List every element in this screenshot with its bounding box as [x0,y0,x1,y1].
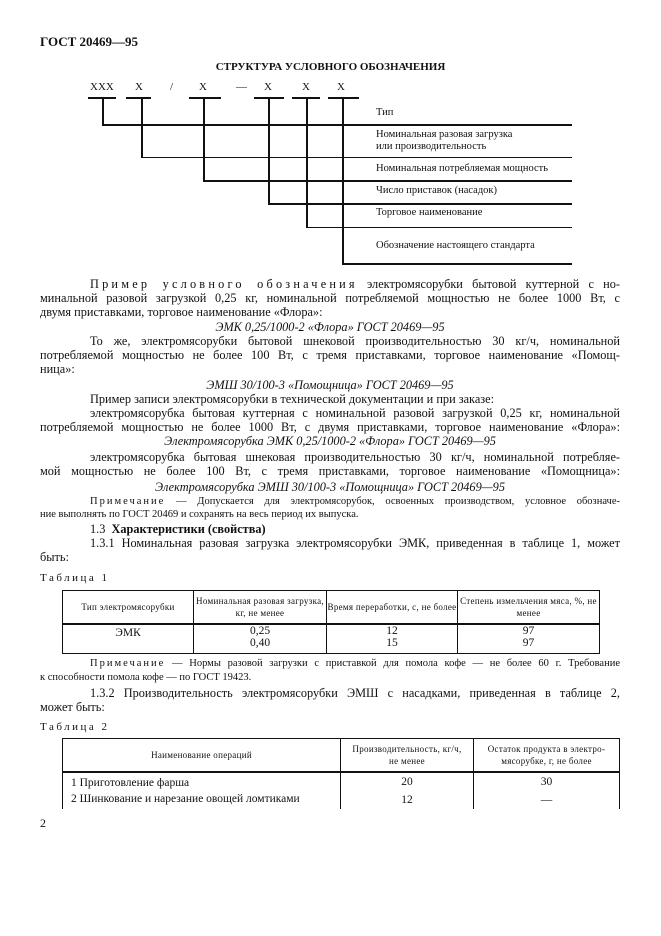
example-record: Электромясорубка ЭМШ 30/100-3 «Помощница» ГОСТ 20469—95 [155,480,505,494]
label-standard: Обозначение настоящего стандарта [376,240,535,251]
paragraph-line: потребляемой мощностью не более 100 Вт, с тремя приставками, торговое наименование «Помощ- [40,348,620,362]
connector-line [342,263,572,265]
paragraph-line: Пример записи электромясорубки в технической документации и при заказе: [90,392,495,406]
table-cell [458,624,600,654]
table-2 [62,738,620,809]
text: — Нормы разовой загрузки с приставкой для помола кофе — не более 60 г. Требование [165,658,620,669]
value: 0,40 [249,637,271,649]
text: электромясорубки бытовой куттерной с но- [357,277,620,291]
table-row [63,772,620,790]
value: 97 [522,625,535,637]
table-header: Остаток продукта в электро-мясорубке, г, не более [474,739,620,773]
connector-line [203,180,572,182]
text: — Допускается для электромясорубок, освоенных производством, условное обозначе- [165,496,620,507]
table-cell: 12 [341,790,474,809]
table-cell [327,624,458,654]
note-line: к способности помола кофе — по ГОСТ 19423. [40,672,252,683]
paragraph-line: То же, электромясорубки бытовой шнековой производительностью 30 кг/ч, номинальной [90,334,620,348]
label-attachments: Число приставок (насадок) [376,185,498,196]
connector-line [141,97,143,158]
label-load-1: Номинальная разовая загрузка [376,129,513,140]
note-line [90,657,620,671]
connector-line [268,97,270,204]
section-heading-title: Характеристики (свойства) [111,522,266,536]
code-load: X [135,81,143,93]
table-cell: ЭМК [63,624,194,654]
table-header: Время переработки, с, не более [327,591,458,625]
value: 97 [522,637,535,649]
connector-line [268,203,572,205]
note-line: ние выполнять по ГОСТ 20469 и сохранять на весь период их выпуска. [40,509,359,520]
label-type: Тип [376,107,394,118]
code-trade-name: X [302,81,310,93]
paragraph-line: потребляемой мощностью не более 1000 Вт, с двумя приставками, торговое наименование «Флора»: [40,420,620,434]
table-header: Тип электромясорубки [63,591,194,625]
paragraph-line: быть: [40,550,69,564]
value: 15 [386,637,398,649]
paragraph-line: 1.3.2 Производительность электромясорубки ЭМШ с насадками, приведенная в таблице 2, [90,686,620,700]
code-dash: — [236,81,247,93]
underline [189,97,221,99]
table-cell: 30 [474,772,620,790]
table-header: Наименование операций [63,739,341,773]
paragraph-line: 1.3.1 Номинальная разовая загрузка электромясорубки ЭМК, приведенная в таблице 1, может [90,536,620,550]
connector-line [306,227,572,228]
page-number: 2 [40,816,46,830]
table-header: Номинальная разовая загрузка, кг, не менее [194,591,327,625]
code-power: X [199,81,207,93]
connector-line [141,157,572,158]
paragraph-line: минальной разовой загрузкой 0,25 кг, номинальной потребляемой мощностью не более 1000 Вт, с [40,291,620,305]
code-attachments: X [264,81,272,93]
paragraph-line: двумя приставками, торговое наименование «Флора»: [40,305,323,319]
underline [126,97,151,99]
connector-line [102,124,572,126]
table-row [63,790,620,809]
note-line [90,495,620,509]
label-trade-name: Торговое наименование [376,207,483,218]
paragraph-line: электромясорубка бытовая шнековая производительностью 30 кг/ч, номинальной потребляе- [90,450,620,464]
label-power: Номинальная потребляемая мощность [376,163,549,174]
table-2-caption: Таблица 2 [40,721,110,733]
term-lead: Пример условного обозначения [90,277,358,291]
section-title: СТРУКТУРА УСЛОВНОГО ОБОЗНАЧЕНИЯ [215,61,446,73]
paragraph-line: ница»: [40,362,75,376]
table-cell: 20 [341,772,474,790]
connector-line [306,97,308,228]
table-header: Производительность, кг/ч, не менее [341,739,474,773]
value: 0,25 [249,625,271,637]
value: 12 [386,625,398,637]
section-number: 1.3 [90,522,106,536]
note-lead: Примечание [90,496,166,507]
paragraph-line [90,277,620,291]
label-load-2: или производительность [376,141,487,152]
section-heading [90,522,620,536]
paragraph-line: электромясорубка бытовая куттерная с номинальной разовой загрузкой 0,25 кг, номинальной [90,406,620,420]
code-standard: X [337,81,345,93]
table-1-caption: Таблица 1 [40,572,110,584]
example-designation: ЭМШ 30/100-3 «Помощница» ГОСТ 20469—95 [206,378,454,392]
connector-line [102,97,104,125]
table-cell: 2 Шинкование и нарезание овощей ломтиками [63,790,341,809]
connector-line [203,97,205,182]
note-lead: Примечание [90,658,166,669]
table-header: Степень измельчения мяса, %, не менее [458,591,600,625]
table-cell: 1 Приготовление фарша [63,772,341,790]
document-id-header: ГОСТ 20469—95 [40,34,139,49]
paragraph-line: мой мощностью не более 100 Вт, с тремя приставками, торговое наименование «Помощница»: [40,464,620,478]
code-type: XXX [90,81,114,93]
example-record: Электромясорубка ЭМК 0,25/1000-2 «Флора» ГОСТ 20469—95 [164,434,496,448]
table-1 [62,590,600,654]
paragraph-line: может быть: [40,700,105,714]
table-cell: — [474,790,620,809]
code-slash: / [170,81,174,93]
table-cell [194,624,327,654]
example-designation: ЭМК 0,25/1000-2 «Флора» ГОСТ 20469—95 [215,320,445,334]
